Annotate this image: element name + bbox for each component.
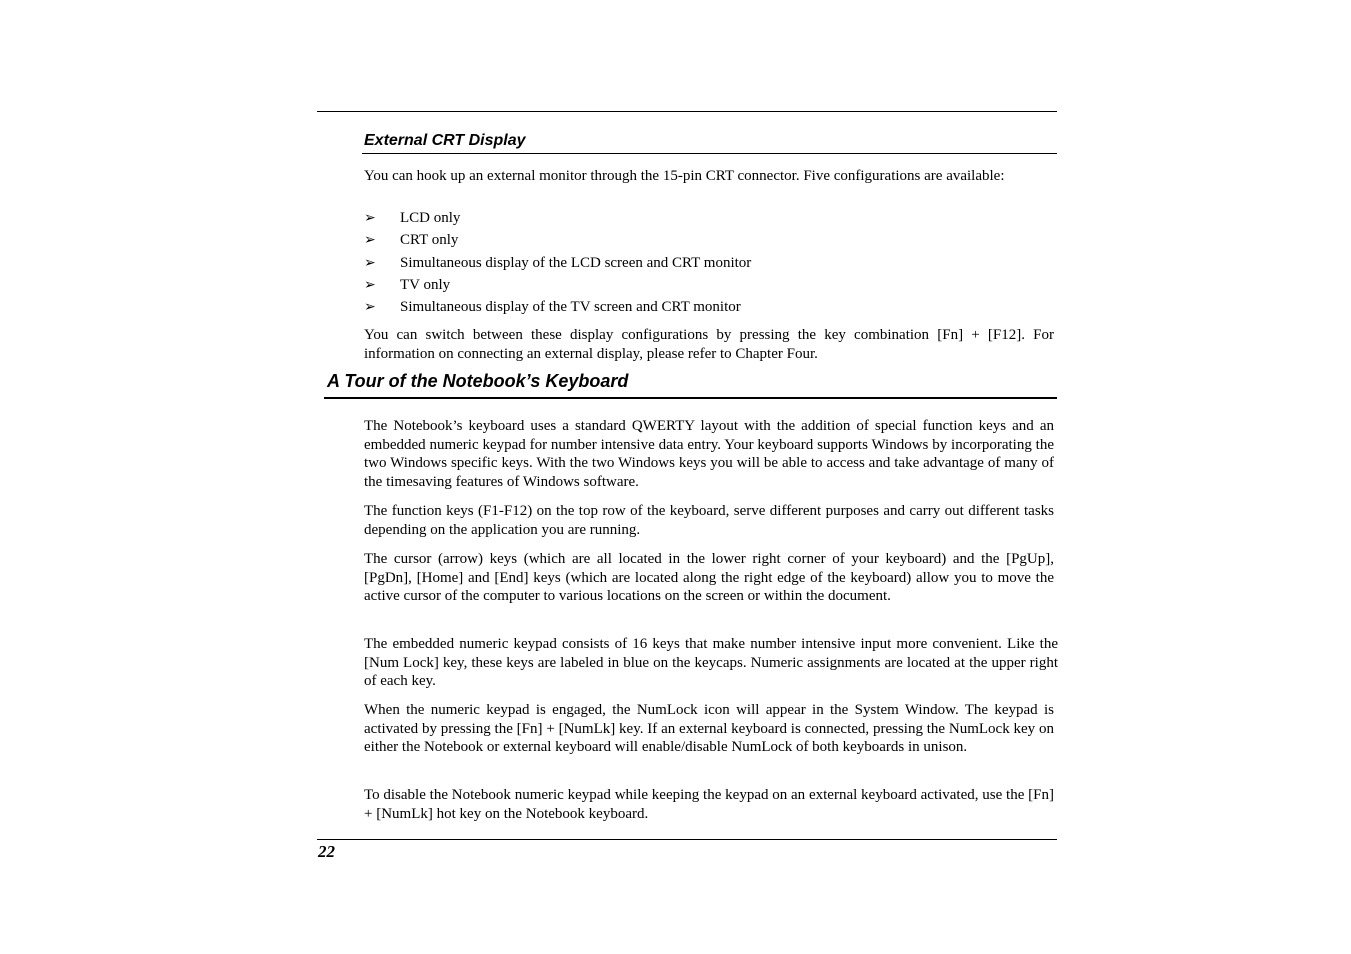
- keyboard-section-heading: A Tour of the Notebook’s Keyboard: [327, 371, 629, 391]
- page-number: 22: [318, 842, 335, 861]
- list-item: ➢ Simultaneous display of the LCD screen and CRT monitor: [364, 252, 751, 274]
- list-item: ➢ TV only: [364, 274, 751, 296]
- display-configuration-list: [364, 207, 751, 318]
- list-item: ➢ LCD only: [364, 207, 751, 229]
- header-rule: [317, 111, 1057, 112]
- crt-outro-paragraph: You can switch between these display configurations by pressing the key combination [Fn] + [F12]. For information on connecting an external display, please refer to Chapter Four.: [364, 327, 1054, 362]
- keyboard-paragraph: To disable the Notebook numeric keypad while keeping the keypad on an external keyboard activated, use the [Fn] + [NumLk] hot key on the Notebook keyboard.: [364, 787, 1054, 822]
- keyboard-heading-underline: [324, 397, 1057, 399]
- arrow-bullet-icon: ➢: [364, 232, 376, 249]
- keyboard-paragraph: The cursor (arrow) keys (which are all located in the lower right corner of your keyboard) and the [PgUp], [PgDn], [Home] and [End] keys (which are located along the right edge of the keyboard) allow you to move the active cursor of the computer to various locations on the screen or within the document.: [364, 551, 1054, 604]
- arrow-bullet-icon: ➢: [364, 254, 376, 271]
- arrow-bullet-icon: ➢: [364, 299, 376, 316]
- list-item: ➢ CRT only: [364, 229, 751, 251]
- keyboard-paragraph: When the numeric keypad is engaged, the NumLock icon will appear in the System Window. The keypad is activated by pressing the [Fn] + [NumLk] key. If an external keyboard is connected, pressing the NumLock key on either the Notebook or external keyboard will enable/disable NumLock of both keyboards in unison.: [364, 702, 1054, 755]
- keyboard-paragraph: The embedded numeric keypad consists of 16 keys that make number intensive input more convenient. Like the [Num Lock] key, these keys are labeled in blue on the keycaps. Numeric assignments are located at the upper right of each key.: [364, 636, 1058, 689]
- keyboard-paragraph: The function keys (F1-F12) on the top row of the keyboard, serve different purposes and carry out different tasks depending on the application you are running.: [364, 503, 1054, 538]
- footer-rule: [317, 839, 1057, 840]
- crt-heading-underline: [362, 153, 1057, 154]
- arrow-bullet-icon: ➢: [364, 210, 376, 226]
- crt-section-heading: External CRT Display: [364, 132, 526, 149]
- arrow-bullet-icon: ➢: [364, 276, 376, 293]
- crt-intro-paragraph: You can hook up an external monitor through the 15-pin CRT connector. Five configurations are available:: [364, 168, 1005, 184]
- keyboard-paragraph: The Notebook’s keyboard uses a standard QWERTY layout with the addition of special function keys and an embedded numeric keypad for number intensive data entry. Your keyboard supports Windows by incorporating the two Windows specific keys. With the two Windows keys you will be able to access and take advantage of many of the timesaving features of Windows software.: [364, 418, 1054, 490]
- list-item: ➢ Simultaneous display of the TV screen and CRT monitor: [364, 296, 751, 318]
